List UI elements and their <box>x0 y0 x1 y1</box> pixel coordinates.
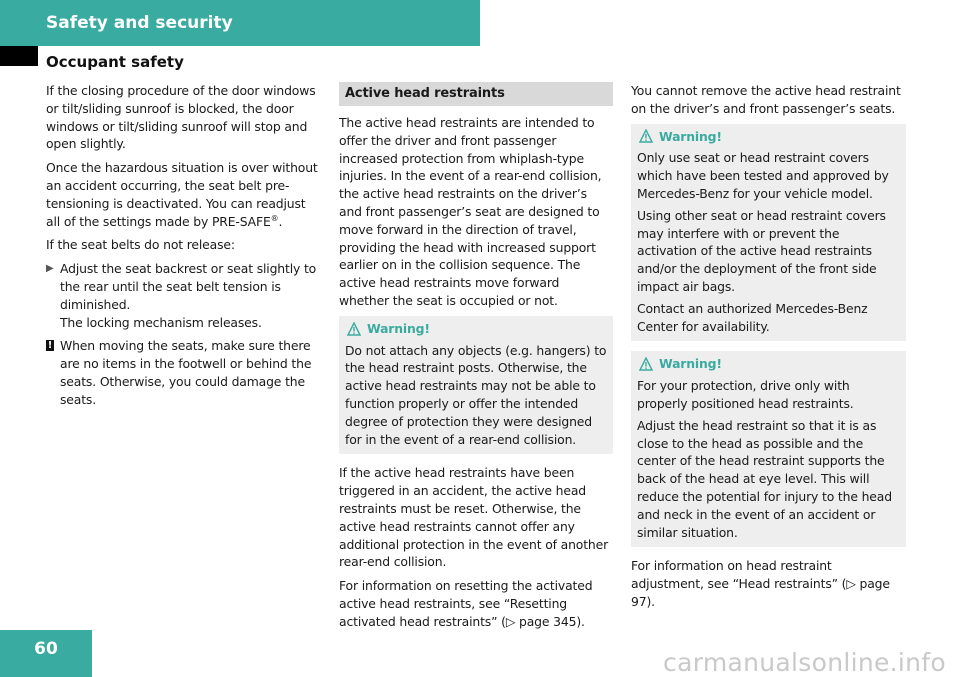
warning-triangle-icon <box>347 322 361 336</box>
page-number: 60 <box>0 630 92 677</box>
paragraph: If the active head restraints have been triggered in an accident, the active head restraints must be reset. Otherwise, the active head restraints cannot offer any additional protection in the event of another rear-end collision. <box>339 465 609 570</box>
instruction-step <box>46 260 322 331</box>
exclamation-icon: ! <box>47 340 53 352</box>
column-right <box>631 82 906 617</box>
warning-triangle-icon <box>639 357 653 371</box>
notice-text: When moving the seats, make sure there are no items in the footwell or behind the seats. Otherwise, you could damage the seats. <box>60 338 312 407</box>
warning-box <box>631 124 906 342</box>
warning-text: Contact an authorized Mercedes-Benz Center for availability. <box>637 300 868 334</box>
warning-text: Adjust the head restraint so that it is as close to the head as possible and the center of the head restraint supports the back of the head at eye level. This will reduce the potential for injury to the head and neck in the event of an accident or similar situation. <box>637 417 892 540</box>
chapter-title: Safety and security <box>46 13 233 33</box>
warning-label: Warning! <box>659 128 722 144</box>
paragraph: If the closing procedure of the door windows or tilt/sliding sunroof is blocked, the door windows or tilt/sliding sunroof will stop and open slightly. <box>46 83 316 152</box>
warning-title <box>637 128 900 146</box>
warning-label: Warning! <box>659 356 722 372</box>
warning-text: For your protection, drive only with properly positioned head restraints. <box>637 378 854 411</box>
paragraph-text: Once the hazardous situation is over without an accident occurring, the seat belt pre-tensioning is deactivated. You can readjust all of the settings made by PRE-SAFE <box>46 160 318 229</box>
column-left <box>46 82 322 415</box>
warning-text: Using other seat or head restraint covers may interfere with or prevent the activation of the active head restraints and/or the deployment of the front side impact air bags. <box>637 207 886 294</box>
paragraph: For information on head restraint adjustment, see “Head restraints” (▷ page 97). <box>631 558 890 609</box>
paragraph: For information on resetting the activated active head restraints, see “Resetting activated head restraints” (▷ page 345). <box>339 578 593 629</box>
chapter-header <box>0 0 480 46</box>
subsection-heading: Active head restraints <box>339 82 613 106</box>
warning-text: Do not attach any objects (e.g. hangers) to the head restraint posts. Otherwise, the active head restraints may not be able to function properly or offer the intended degree of protection they were designed for in the event of a rear-end collision. <box>345 342 607 447</box>
paragraph: You cannot remove the active head restraint on the driver’s and front passenger’s seats. <box>631 83 901 116</box>
instruction-result: The locking mechanism releases. <box>60 314 262 330</box>
instruction-text: Adjust the seat backrest or seat slightly to the rear until the seat belt tension is diminished. <box>60 261 317 312</box>
registered-mark: ® <box>270 213 279 223</box>
warning-label: Warning! <box>367 320 430 336</box>
paragraph: If the seat belts do not release: <box>46 237 235 253</box>
warning-text: Only use seat or head restraint covers which have been tested and approved by Mercedes-Benz for your vehicle model. <box>637 150 889 201</box>
warning-triangle-icon <box>639 129 653 143</box>
damage-notice <box>46 337 322 408</box>
warning-title <box>345 320 607 338</box>
section-marker <box>0 46 38 66</box>
column-middle <box>339 82 613 637</box>
paragraph: The active head restraints are intended to offer the driver and front passenger increased protection from whiplash-type injuries. In the event of a rear-end collision, the active head restraints on the driver’s and front passenger’s seat are designed to move forward in the direction of travel, providing the head with increased support earlier on in the collision sequence. The active head restraints move forward whether the seat is occupied or not. <box>339 115 602 308</box>
warning-title <box>637 355 900 373</box>
warning-box <box>339 316 613 455</box>
paragraph-end: . <box>278 213 283 229</box>
watermark: carmanualsonline.info <box>663 648 946 677</box>
warning-box <box>631 351 906 547</box>
section-title: Occupant safety <box>46 53 184 71</box>
paragraph <box>46 159 322 230</box>
arrow-right-icon: ▶ <box>46 263 54 275</box>
